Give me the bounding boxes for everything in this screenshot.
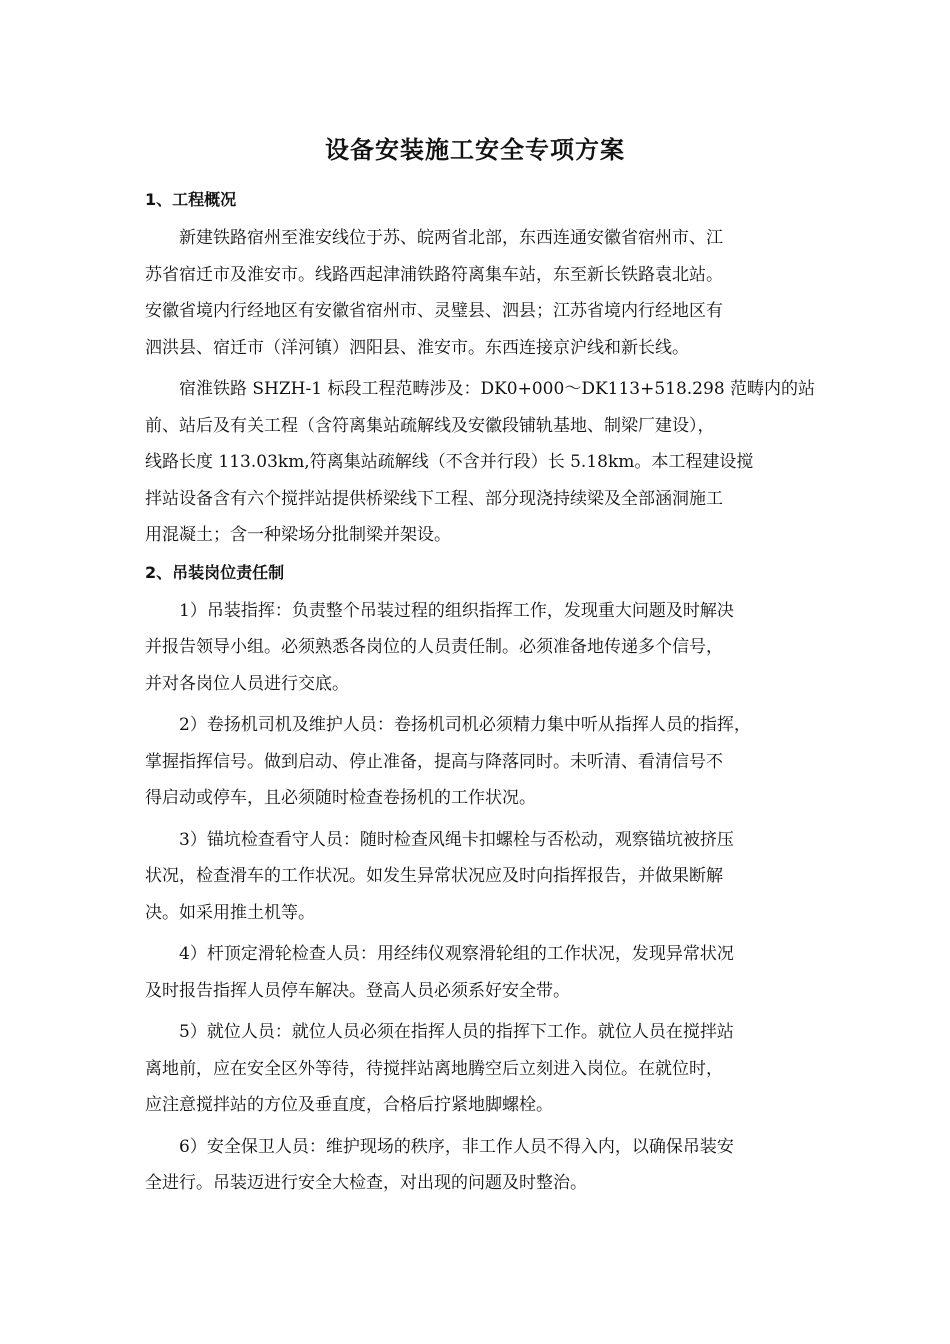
paragraph-line: 2）卷扬机司机及维护人员：卷扬机司机必须精力集中听从指挥人员的指挥， [179, 715, 751, 735]
paragraph-line: 及时报告指挥人员停车解决。登高人员必须系好安全带。 [145, 980, 570, 1001]
paragraph-line: 5）就位人员：就位人员必须在指挥人员的指挥下工作。就位人员在搅拌站 [179, 1022, 734, 1042]
paragraph-line: 苏省宿迁市及淮安市。线路西起津浦铁路符离集车站，东至新长铁路袁北站。 [145, 264, 723, 285]
section-heading: 2、吊装岗位责任制 [145, 562, 285, 582]
paragraph-line: 线路长度 113.03km,符离集站疏解线（不含并行段）长 5.18km。本工程建设搅 [145, 452, 754, 472]
paragraph-line: 安徽省境内行经地区有安徽省宿州市、灵璧县、泗县；江苏省境内行经地区有 [145, 301, 723, 321]
paragraph [145, 593, 820, 703]
paragraph-line: 6）安全保卫人员：维护现场的秩序，非工作人员不得入内，以确保吊装安 [179, 1136, 734, 1157]
paragraph-line: 得启动或停车，且必须随时检查卷扬机的工作状况。 [145, 788, 536, 808]
paragraph-line: 全进行。吊装迈进行安全大检查，对出现的问题及时整治。 [145, 1173, 587, 1193]
paragraph-line: 状况，检查滑车的工作状况。如发生异常状况应及时向指挥报告，并做果断解 [145, 866, 723, 886]
paragraph-line: 1）吊装指挥：负责整个吊装过程的组织指挥工作，发现重大问题及时解决 [179, 600, 734, 621]
paragraph-line: 用混凝土；含一种梁场分批制梁并架设。 [145, 525, 451, 545]
paragraph [145, 371, 820, 554]
paragraph [145, 822, 820, 932]
document-title: 设备安装施工安全专项方案 [325, 135, 625, 164]
paragraph [145, 936, 820, 1009]
paragraph-line: 新建铁路宿州至淮安线位于苏、皖两省北部，东西连通安徽省宿州市、江 [179, 228, 723, 248]
paragraph-line: 并报告领导小组。必须熟悉各岗位的人员责任制。必须准备地传递多个信号， [145, 637, 723, 657]
document-section [145, 559, 820, 1202]
paragraph-line: 掌握指挥信号。做到启动、停止准备，提高与降落同时。未听清、看清信号不 [145, 751, 723, 772]
paragraph [145, 220, 820, 366]
document-section [145, 186, 820, 554]
paragraph-line: 4）杆顶定滑轮检查人员：用经纬仪观察滑轮组的工作状况，发现异常状况 [179, 944, 734, 964]
paragraph-line: 并对各岗位人员进行交底。 [145, 673, 349, 694]
paragraph-line: 离地前，应在安全区外等待，待搅拌站离地腾空后立刻进入岗位。在就位时， [145, 1058, 723, 1079]
paragraph-line: 泗洪县、宿迁市（洋河镇）泗阳县、淮安市。东西连接京沪线和新长线。 [145, 337, 689, 358]
paragraph [145, 707, 820, 817]
paragraph-line: 应注意搅拌站的方位及垂直度，合格后拧紧地脚螺栓。 [145, 1095, 553, 1115]
paragraph-line: 3）锚坑检查看守人员：随时检查风绳卡扣螺栓与否松动，观察锚坑被挤压 [179, 829, 734, 850]
document-body [145, 186, 820, 1207]
paragraph [145, 1014, 820, 1124]
paragraph [145, 1129, 820, 1202]
paragraph-line: 宿淮铁路 SHZH-1 标段工程范畴涉及：DK0+000～DK113+518.298 范畴内的站 [179, 379, 816, 399]
section-heading: 1、工程概况 [145, 190, 237, 209]
paragraph-line: 拌站设备含有六个搅拌站提供桥梁线下工程、部分现浇持续梁及全部涵洞施工 [145, 488, 723, 509]
paragraph-line: 决。如采用推土机等。 [145, 902, 315, 923]
paragraph-line: 前、站后及有关工程（含符离集站疏解线及安徽段铺轨基地、制梁厂建设）， [145, 415, 715, 436]
